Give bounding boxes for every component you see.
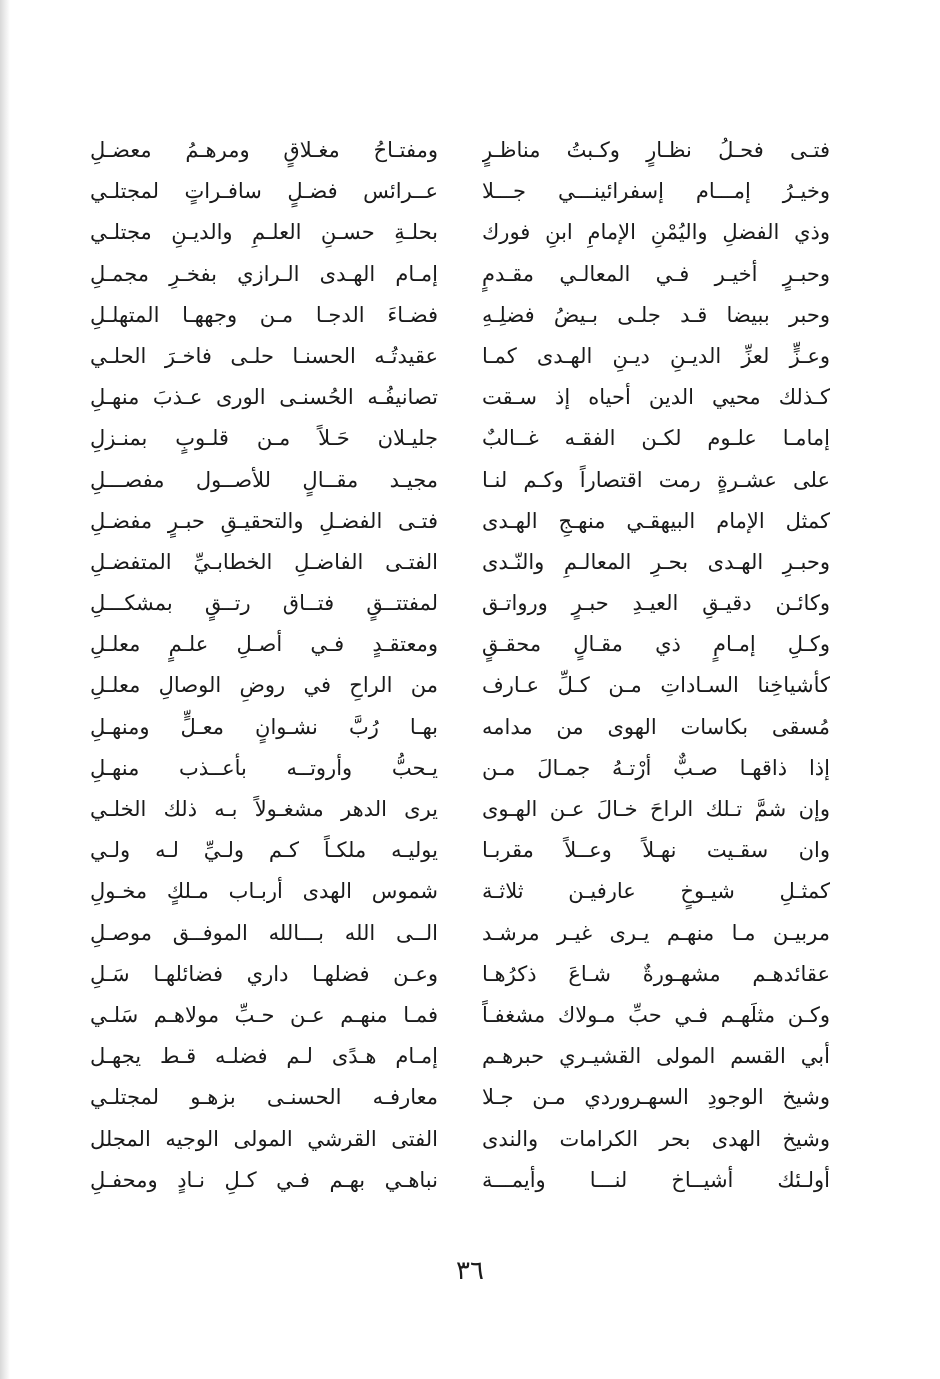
verse-line: يـحبُّ وأروتــه بأعــذب منهـلِ — [90, 755, 438, 780]
verse-line: فتـى الفضـلِ والتحقيـقِ حبـرٍ مفضـلِ — [90, 508, 438, 533]
verse-line: عقيدتُـه الحسنـا حلـى فاخـرَ الحلـي — [90, 343, 438, 368]
verse-line: يوليـه ملكـاً كـم ولـيِّ لـه ولـي — [90, 838, 438, 863]
verse-line: بهـا رُبَّ نشـوانٍ معـلٍّ ومنهـلِ — [90, 714, 438, 739]
verse-line: تصانيفُـه الحُسنـى الورى عـذبَ منهـلِ — [90, 385, 438, 410]
verse-line: وشيخ الوجودِ السهـروردي مـن جـلا — [482, 1085, 830, 1110]
verse-line: ومعتقـدٍ فـي أصـلِ علـمٍ معلـلِ — [90, 632, 438, 657]
verse-line: إذا ذاقهـا صـبٌّ أرْتـهُ جمـالَ مـن — [482, 755, 830, 780]
verse-line: كأشياخِنا السـاداتِ مـن كـلِّ عـارف — [482, 673, 830, 698]
verse-line: أولـئك أشيــاخ لنـــا وأيمـــة — [482, 1167, 830, 1192]
right-verse-column — [482, 130, 830, 1201]
verse-line: إمـام الهـدى الـرازي بفخـرِ مجمـلِ — [90, 261, 438, 286]
verse-line: وحبـرٍ أخيـر فـي المعالـي مقـدمٍ — [482, 261, 830, 286]
verse-line: إمامـا علـوم لكـن الفقـه غــالبٌ — [482, 426, 830, 451]
verse-line: شموس الهدى أربـاب مـلكٍ مخـولِ — [90, 879, 438, 904]
verse-line: يرى الدهر مشغـولاً بـه ذلك الخلـي — [90, 797, 438, 821]
verse-line: الفتى القرشي المولى الوجيه المجلل — [90, 1126, 438, 1151]
verse-line: الــى الله بـــالله الموفــق موصـلِ — [90, 920, 438, 945]
verse-line: وعـن فضلهـا داري فضائلهـا سَـلِ — [90, 961, 438, 986]
verse-line: عقائدهـم مشهـورةٌ شـاعَ ذكرُهـا — [482, 961, 830, 986]
verse-line: كمثل الإمام البيهقـي منهـجِ الهـدى — [482, 508, 830, 533]
poem-body — [90, 130, 830, 1201]
verse-line: من الراحِ في روضِ الوصالِ معلـلِ — [90, 673, 438, 698]
verse-line: وشيخ الهدى بحر الكرامات والندى — [482, 1126, 830, 1151]
verse-line: معارفـه الحسنـى بزهـو لمجتلـي — [90, 1085, 438, 1110]
verse-line: نباهـي بهـم فـي كـلِ نـادٍ ومحفـلِ — [90, 1167, 438, 1192]
verse-line: وكـن مثلَهـم فـي حبِّ مـولاك مشغفـاً — [482, 1002, 830, 1027]
verse-line: كـذلك محيي الدين أحياه إذ سـقت — [482, 385, 830, 410]
verse-line: أبي القسم المولى القشيـري حبرهـم — [482, 1044, 830, 1069]
verse-line: وإن شمَّ تـلك الراحَ خـالَ عـن الهـوى — [482, 797, 830, 821]
verse-line: فمـا منهـم عـن حـبِّ مولاهـم سَلـي — [90, 1002, 438, 1027]
verse-line: الفتـى الفاضـلِ الخطابـيِّ المتفضـلِ — [90, 549, 438, 574]
verse-line: فتـى فحـلُ نظـارٍ وكـبتُ مناظـرٍ — [482, 138, 830, 162]
verse-line: وعـزٍّ لعزِّ الديـنِ ديـنِ الهـدى كمـا — [482, 343, 830, 368]
verse-line: إمـام هـدًى لـم فضلـه قـط يجهـل — [90, 1044, 438, 1069]
verse-line: وان سقـيت نهـلاً وعــلاً مقربـا — [482, 838, 830, 863]
left-verse-column — [90, 130, 438, 1201]
verse-line: عــرائس فضـلٍ سافـراتٍ لمجتلـي — [90, 179, 438, 204]
verse-line: مُسقى بكاسات الهوى من مدامه — [482, 714, 830, 739]
verse-line: وحبـرِ الهـدى بحـرِ المعالـمِ والنّـدى — [482, 549, 830, 574]
verse-line: وكائـن دقيـقِ العيـدِ حبـرٍ ورواتـق — [482, 591, 830, 616]
page-number: ٣٦ — [456, 1256, 484, 1286]
verse-line: لمفتتــقٍ فتــاق رتــقٍ بمشكـــلِ — [90, 591, 438, 616]
verse-line: وحبر ببيضا قـد جلـى بـيضُ فضلِـهِ — [482, 302, 830, 327]
verse-line: على عشـرةٍ رمت اقتصاراً وكـم لنـا — [482, 467, 830, 492]
verse-line: كمثـلِ شيـوخٍ عارفيـن ثلاثـة — [482, 879, 830, 904]
verse-line: وذي الفضلِ واليُمْنِ الإمامِ ابنِ فورك — [482, 220, 830, 245]
verse-line: فضـاءَ الدجـا مـن وجههـا المتهلـلِ — [90, 302, 438, 327]
verse-line: وخيـرُ إمـــام إسفرائينـــي جـــلا — [482, 179, 830, 204]
verse-line: مجيـد مقــالٍ للأصــول مفصـــلِ — [90, 467, 438, 492]
verse-line: وكـلِ إمـامٍ ذي مقـالٍ محقـقٍ — [482, 632, 830, 657]
verse-line: جليـلان حَـلاً مـن قلـوبٍ بمنـزلِ — [90, 426, 438, 451]
verse-line: ومفتـاحُ مغـلاقٍ ومرهـمُ معضـلِ — [90, 138, 438, 162]
verse-line: بحلـةِ حسـنِ العلـمِ والديـنِ مجتلـي — [90, 220, 438, 245]
verse-line: مربيـن مـا منهـم يـرى غيـر مرشـد — [482, 920, 830, 945]
page-binding-edge — [0, 0, 10, 1379]
